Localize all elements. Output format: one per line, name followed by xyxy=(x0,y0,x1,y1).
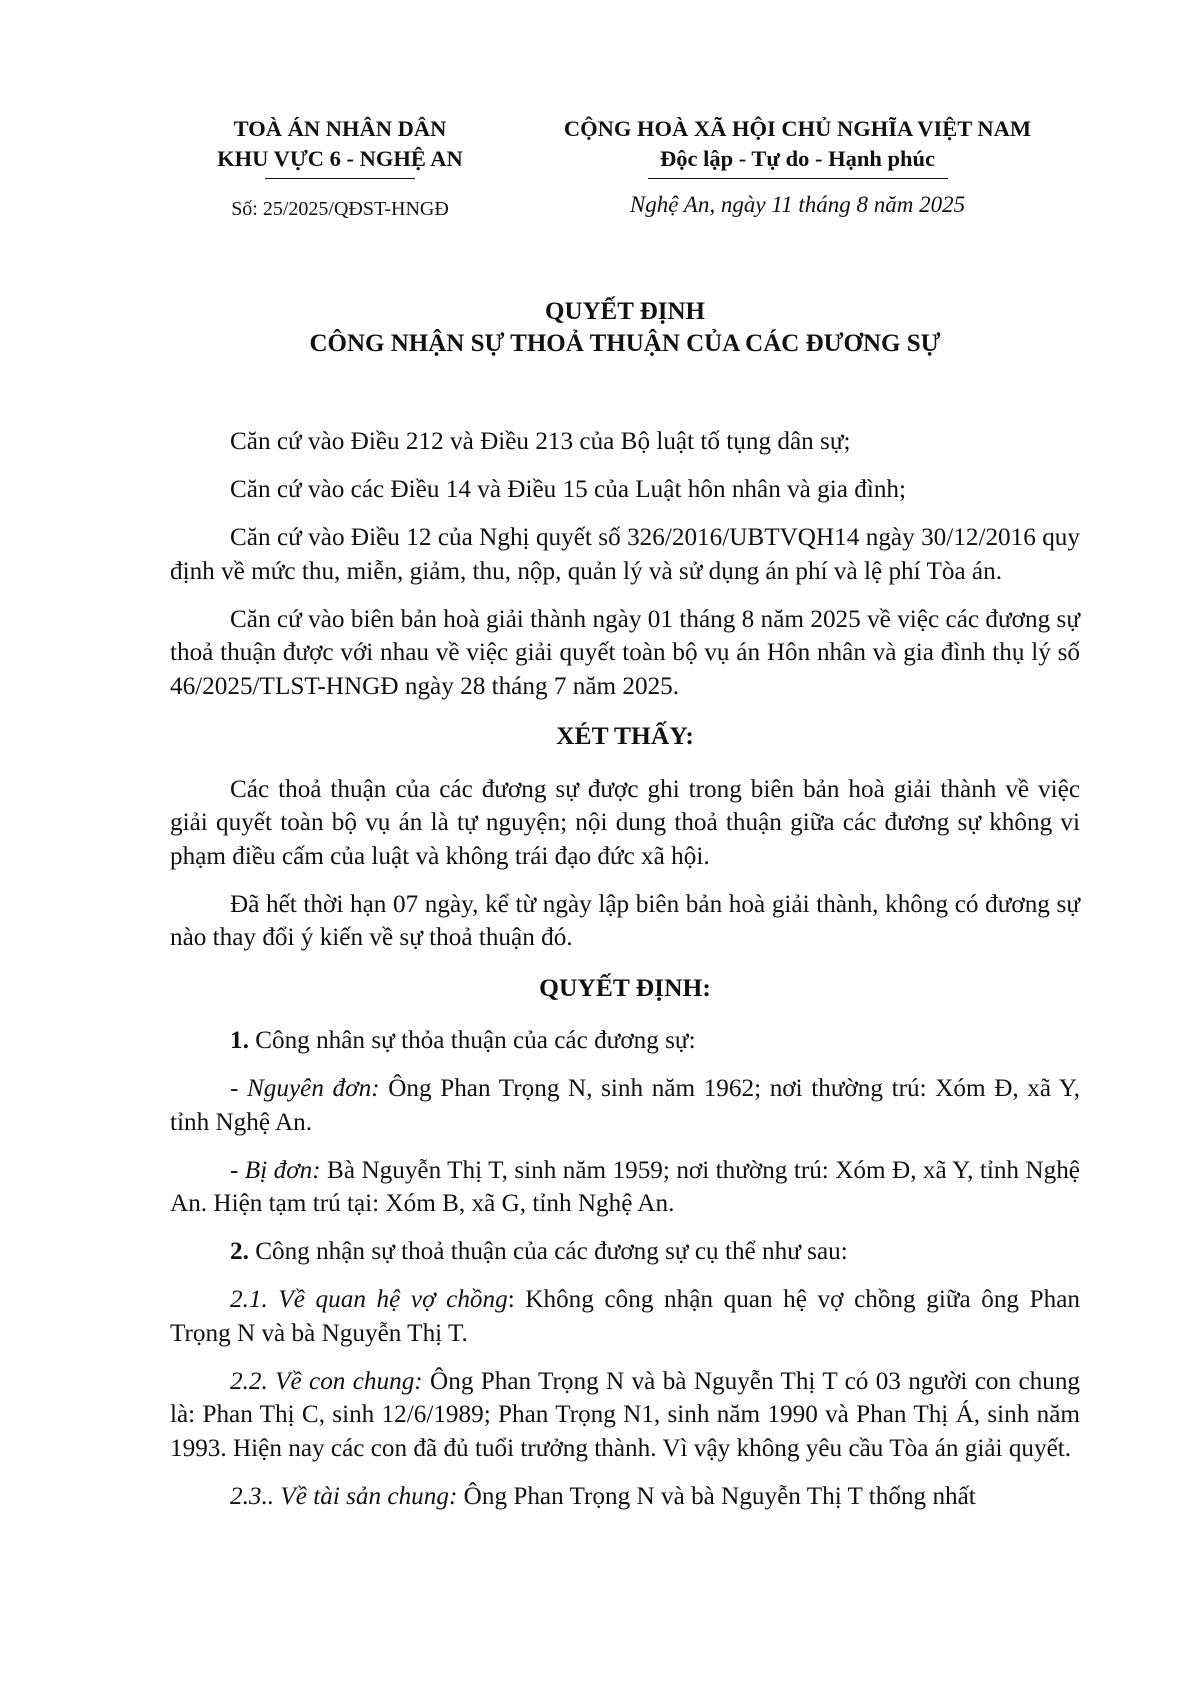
defendant-paragraph xyxy=(170,1154,1080,1221)
document-title: QUYẾT ĐỊNH xyxy=(545,298,705,325)
court-region: KHU VỰC 6 - NGHỆ AN xyxy=(217,146,463,171)
basis-paragraph: Căn cứ vào biên bản hoà giải thành ngày 01 tháng 8 năm 2025 về việc các đương sự thoả thuận được với nhau về việc giải quyết toàn bộ vụ án Hôn nhân và gia đình thụ lý số 46/2025/TLST-HNGĐ ngày 28 tháng 7 năm 2025. xyxy=(170,605,1080,700)
court-underline xyxy=(265,178,415,179)
decision-item-1 xyxy=(170,1024,1080,1058)
basis-paragraph: Căn cứ vào Điều 212 và Điều 213 của Bộ luật tố tụng dân sự; xyxy=(230,428,851,455)
item-number: 2. xyxy=(230,1238,249,1265)
findings-paragraph: Đã hết thời hạn 07 ngày, kể từ ngày lập biên bản hoà giải thành, không có đương sự nào thay đổi ý kiến về sự thoả thuận đó. xyxy=(170,890,1080,951)
national-motto: Độc lập - Tự do - Hạnh phúc xyxy=(659,146,936,171)
item-text: : Không công nhận quan hệ vợ chồng giữa ông Phan Trọng N và bà Nguyễn Thị T. xyxy=(170,1286,1081,1347)
plaintiff-paragraph xyxy=(170,1072,1080,1139)
document-body xyxy=(170,425,1080,1513)
defendant-label: - Bị đơn: xyxy=(230,1156,321,1184)
country-name: CỘNG HOÀ XÃ HỘI CHỦ NGHĨA VIỆT NAM xyxy=(563,116,1032,141)
item-text: Ông Phan Trọng N và bà Nguyễn Thị T có 03 người con chung là: Phan Thị C, sinh 12/6/1989; Phan Trọng N1, sinh năm 1990 và Phan Thị Á, sinh năm 1993. Hiện nay các con đã đủ tuổi trưởng thành. Vì vậy không yêu cầu Tòa án giải quyết. xyxy=(170,1367,1081,1462)
item-text: Ông Phan Trọng N và bà Nguyễn Thị T thống nhất xyxy=(457,1482,976,1510)
basis-paragraph: Căn cứ vào các Điều 14 và Điều 15 của Luật hôn nhân và gia đình; xyxy=(230,476,907,503)
decision-heading: QUYẾT ĐỊNH: xyxy=(539,972,711,1002)
findings-heading: XÉT THẤY: xyxy=(556,721,694,750)
document-number: Số: 25/2025/QĐST-HNGĐ xyxy=(231,198,449,220)
national-header xyxy=(530,114,1065,179)
document-subtitle: CÔNG NHẬN SỰ THOẢ THUẬN CỦA CÁC ĐƯƠNG SỰ xyxy=(309,330,941,357)
plaintiff-text: Ông Phan Trọng N, sinh năm 1962; nơi thường trú: Xóm Đ, xã Y, tỉnh Nghệ An. xyxy=(170,1075,1080,1136)
court-name: TOÀ ÁN NHÂN DÂN xyxy=(233,116,447,141)
item-text: Công nhận sự thoả thuận của các đương sự cụ thể như sau: xyxy=(248,1238,848,1265)
decision-item-2-3 xyxy=(170,1480,1080,1514)
decision-item-2-2 xyxy=(170,1365,1080,1466)
court-header xyxy=(185,114,495,179)
plaintiff-label: - Nguyên đơn: xyxy=(230,1075,380,1102)
motto-underline xyxy=(648,178,948,179)
defendant-text: Bà Nguyễn Thị T, sinh năm 1959; nơi thường trú: Xóm Đ, xã Y, tỉnh Nghệ An. Hiện tạm trú tại: Xóm B, xã G, tỉnh Nghệ An. xyxy=(170,1156,1080,1217)
decision-item-2-1 xyxy=(170,1283,1080,1350)
place-date: Nghệ An, ngày 11 tháng 8 năm 2025 xyxy=(629,192,966,217)
item-label: 2.2. Về con chung: xyxy=(230,1367,423,1395)
item-text: Công nhân sự thỏa thuận của các đương sự: xyxy=(248,1027,696,1054)
findings-paragraph: Các thoả thuận của các đương sự được ghi trong biên bản hoà giải thành về việc giải quyết toàn bộ vụ án là tự nguyện; nội dung thoả thuận giữa các đương sự không vi phạm điều cấm của luật và không trái đạo đức xã hội. xyxy=(170,775,1080,870)
item-number: 1. xyxy=(230,1027,249,1054)
item-label: 2.1. Về quan hệ vợ chồng xyxy=(230,1286,508,1313)
item-label: 2.3.. Về tài sản chung: xyxy=(230,1482,458,1510)
decision-item-2 xyxy=(170,1235,1080,1269)
basis-paragraph: Căn cứ vào Điều 12 của Nghị quyết số 326/2016/UBTVQH14 ngày 30/12/2016 quy định về mức thu, miễn, giảm, thu, nộp, quản lý và sử dụng án phí và lệ phí Tòa án. xyxy=(170,524,1080,585)
